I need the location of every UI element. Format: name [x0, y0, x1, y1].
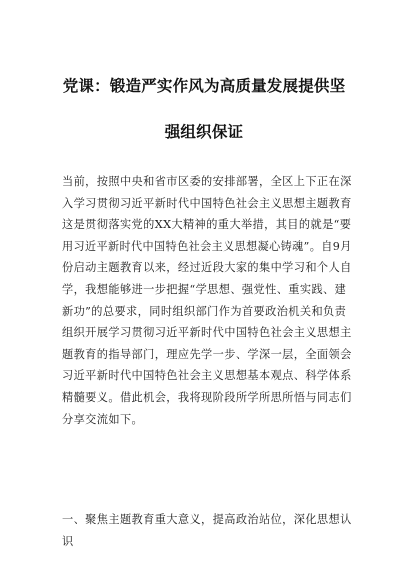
paragraph-line: 这是贯彻落实党的XX大精神的重大举措，其目的就是“要 [62, 218, 352, 232]
paragraph-line: 份启动主题教育以来，经过近段大家的集中学习和个人自 [62, 261, 352, 275]
paragraph-line: 习近平新时代中国特色社会主义思想基本观点、科学体系 [62, 369, 352, 383]
paragraph-line: 新功”的总要求，同时组织部门作为首要政治机关和负责 [62, 304, 347, 318]
paragraph-line: 精髓要义。借此机会，我将现阶段所学所思所悟与同志们 [62, 390, 352, 404]
paragraph-line: 入学习贯彻习近平新时代中国特色社会主义思想主题教育 [62, 196, 352, 210]
paragraph-line: 题教育的指导部门，理应先学一步、学深一层，全面领会 [62, 347, 352, 361]
paragraph-line: 组织开展学习贯彻习近平新时代中国特色社会主义思想主 [62, 326, 352, 340]
document-title-line-2: 强组织保证 [164, 123, 244, 141]
document-title-line-1: 党课：锻造严实作风为高质量发展提供坚 [62, 77, 346, 95]
paragraph-line: 分享交流如下。 [62, 412, 144, 426]
heading-line: 识 [62, 534, 74, 548]
paragraph-line: 学，我想能够进一步把握“学思想、强党性、重实践、建 [62, 282, 347, 296]
heading-line: 一、聚焦主题教育重大意义，提高政治站位，深化思想认 [62, 513, 352, 526]
paragraph-introduction [62, 171, 352, 430]
section-heading-one [62, 509, 352, 552]
paragraph-line: 当前，按照中央和省市区委的安排部署，全区上下正在深 [62, 175, 352, 188]
paragraph-line: 用习近平新时代中国特色社会主义思想凝心铸魂”。自9月 [62, 239, 352, 253]
